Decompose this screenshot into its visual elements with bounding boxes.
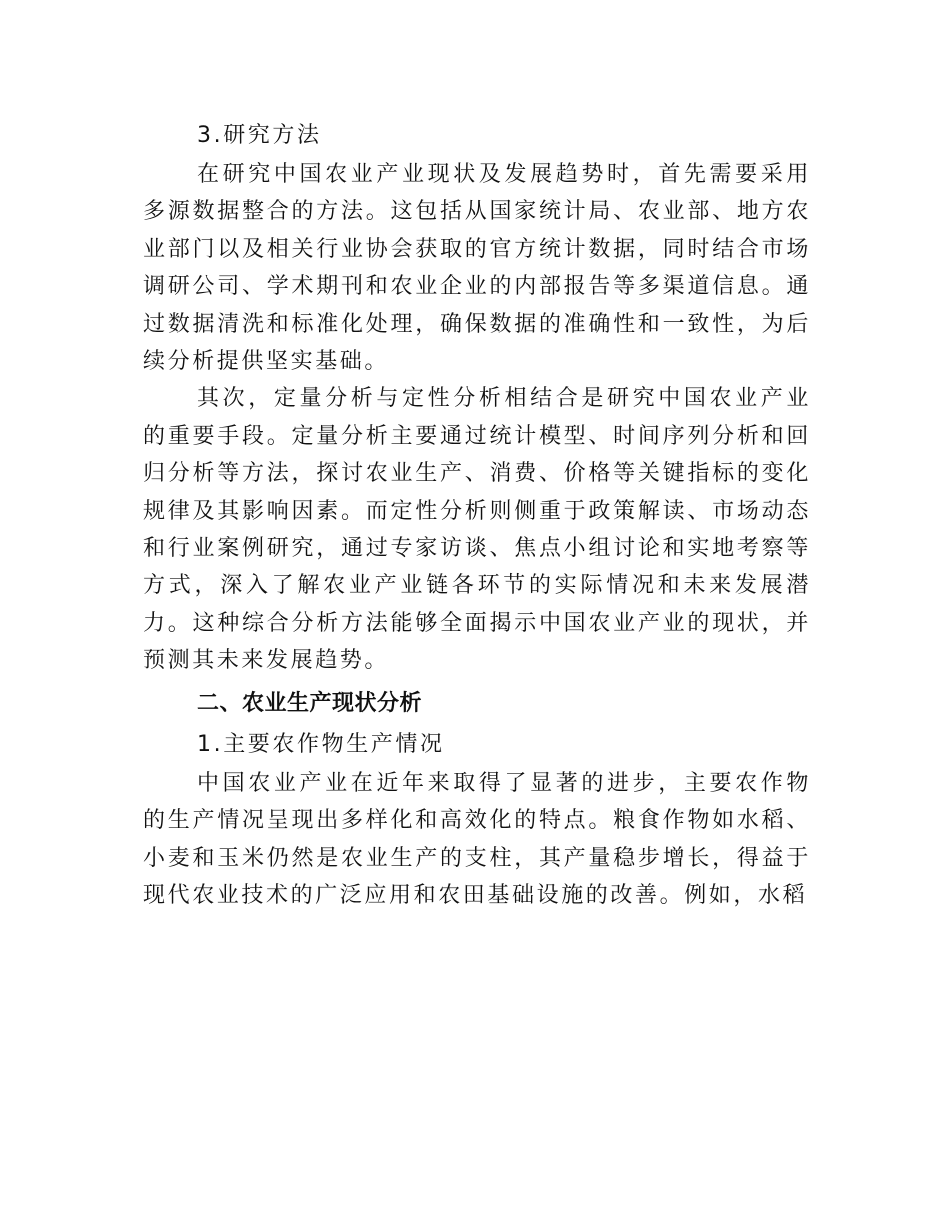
document-body <box>143 115 811 914</box>
paragraph-analysis-methods: 其次，定量分析与定性分析相结合是研究中国农业产业的重要手段。定量分析主要通过统计模型、时间序列分析和回归分析等方法，探讨农业生产、消费、价格等关键指标的变化规律及其影响因素。而定性分析则侧重于政策解读、市场动态和行业案例研究，通过专家访谈、焦点小组讨论和实地考察等方式，深入了解农业产业链各环节的实际情况和未来发展潜力。这种综合分析方法能够全面揭示中国农业产业的现状，并预测其未来发展趋势。 <box>143 386 811 674</box>
paragraph-data-integration: 在研究中国农业产业现状及发展趋势时，首先需要采用多源数据整合的方法。这包括从国家统计局、农业部、地方农业部门以及相关行业协会获取的官方统计数据，同时结合市场调研公司、学术期刊和农业企业的内部报告等多渠道信息。通过数据清洗和标准化处理，确保数据的准确性和一致性，为后续分析提供坚实基础。 <box>143 162 811 375</box>
heading-research-method: 3.研究方法 <box>197 123 322 148</box>
paragraph-crop-production: 中国农业产业在近年来取得了显著的进步，主要农作物的生产情况呈现出多样化和高效化的特点。粮食作物如水稻、小麦和玉米仍然是农业生产的支柱，其产量稳步增长，得益于现代农业技术的广泛应用和农田基础设施的改善。例如，水稻 <box>143 770 811 908</box>
heading-production-status: 二、农业生产现状分析 <box>197 690 423 716</box>
heading-main-crops: 1.主要农作物生产情况 <box>197 731 445 757</box>
